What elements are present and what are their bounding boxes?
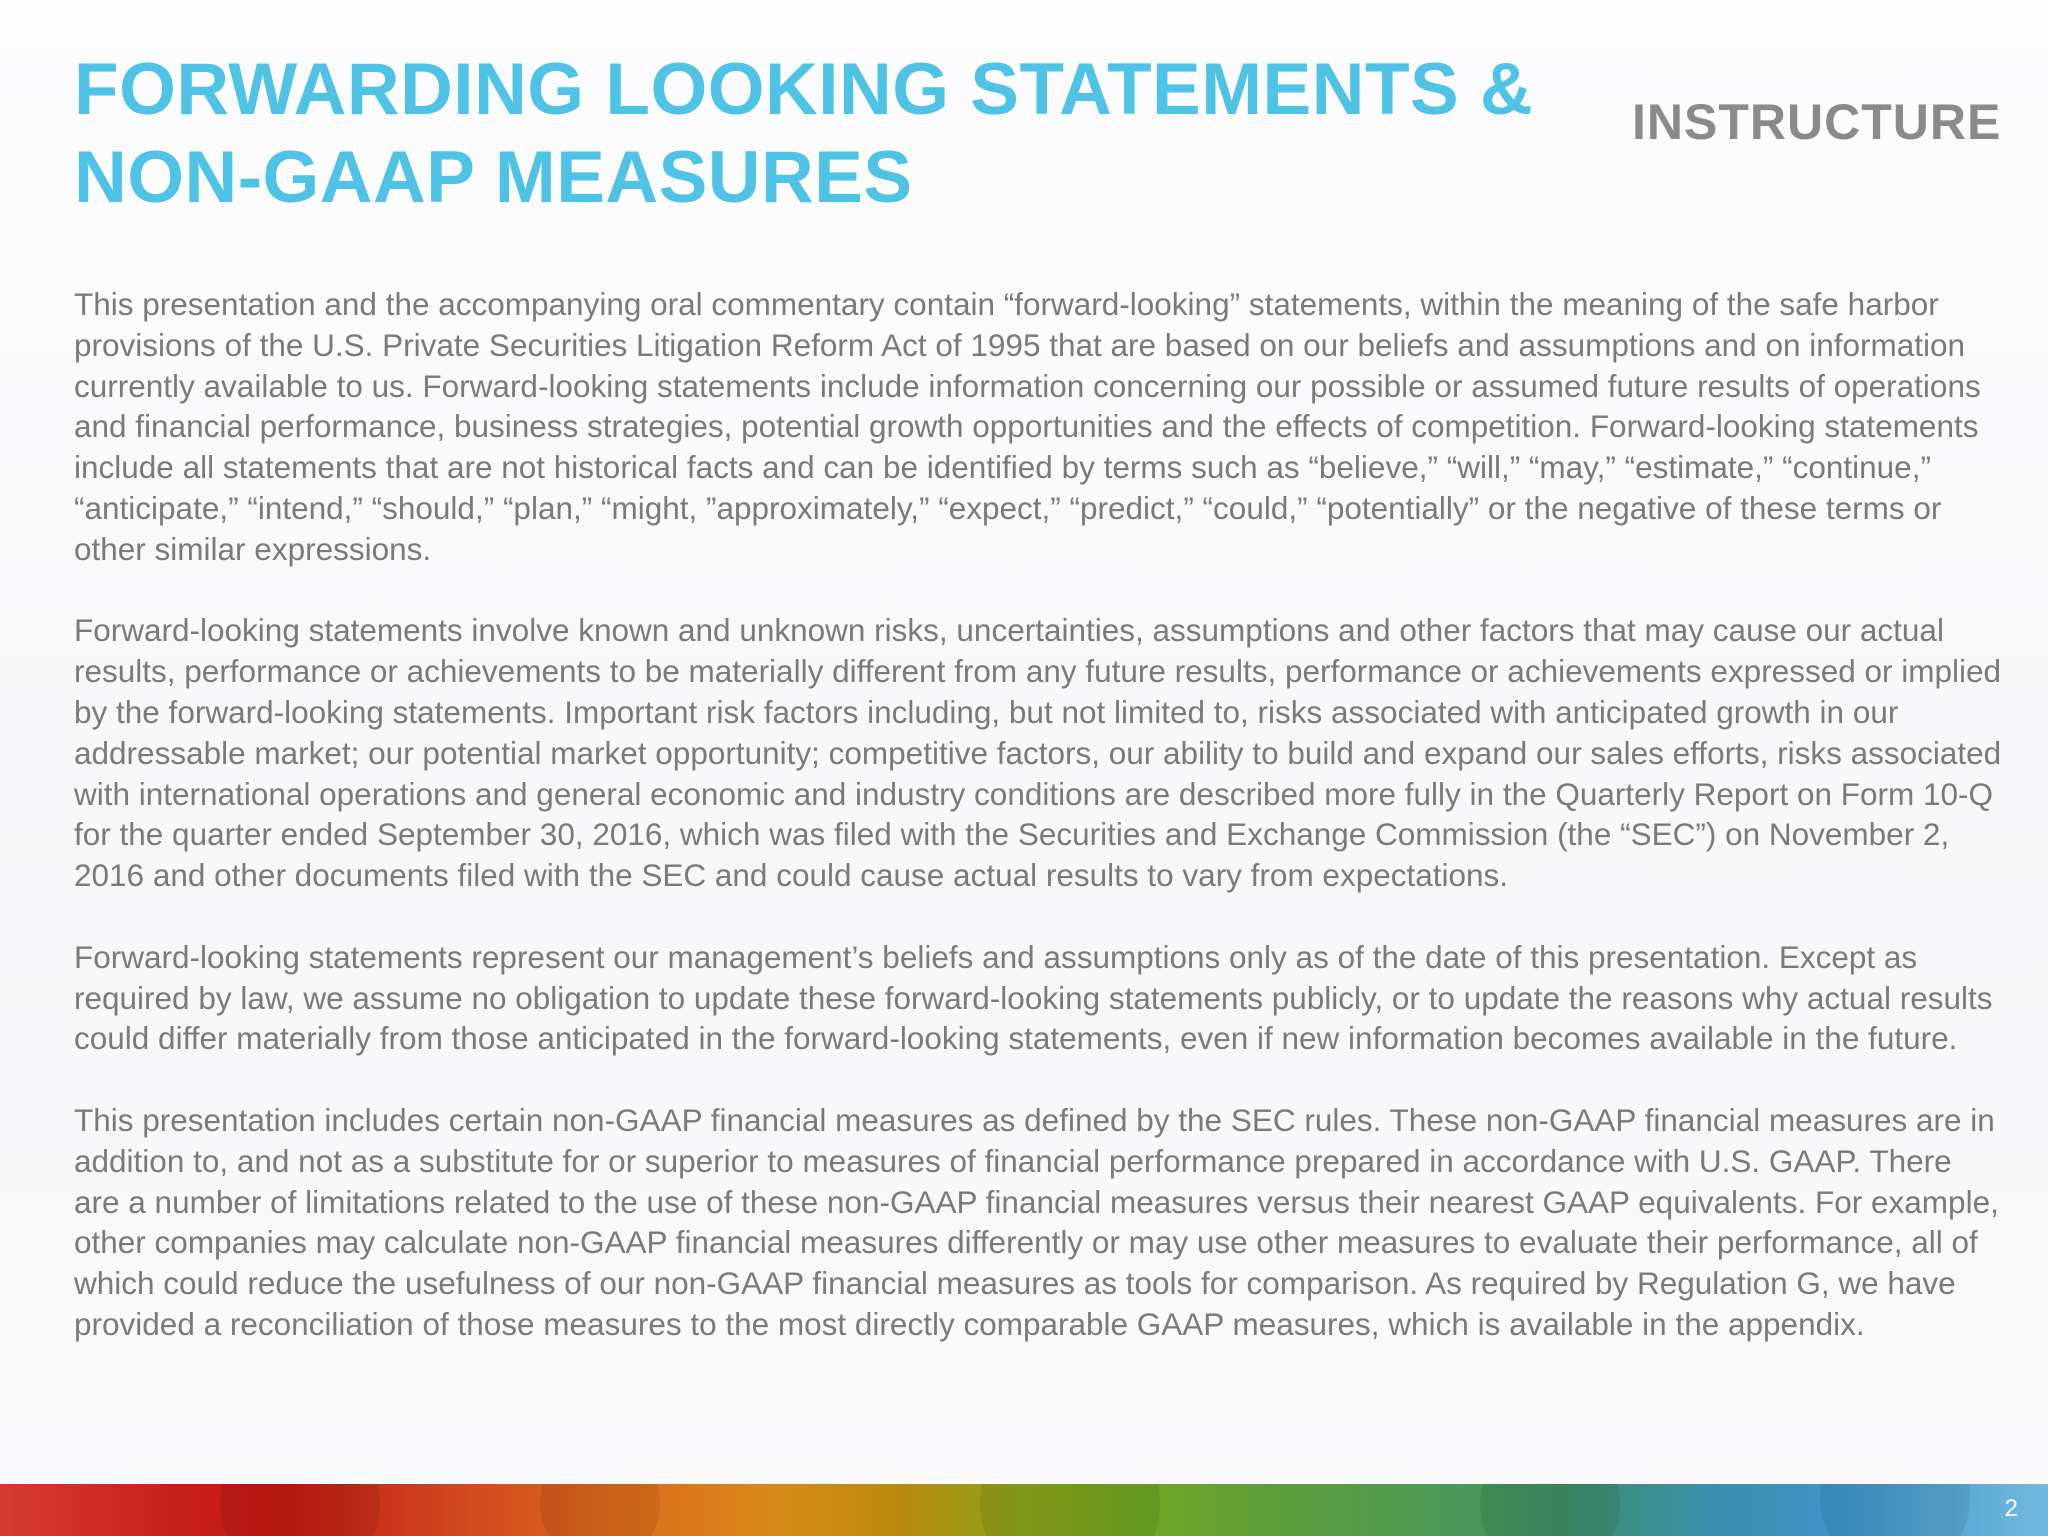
instructure-logo: INSTRUCTURE — [1632, 94, 2002, 150]
slide-title-line-2: NON-GAAP MEASURES — [74, 137, 913, 218]
paragraph-management-beliefs: Forward-looking statements represent our management’s beliefs and assumptions only as of the date of this presentation. Except as required by law, we assume no obligation to update these forward-looking statements publicly, or to update the reasons why actual results could differ materially from those anticipated in the forward-looking statements, even if new information becomes available in the future. — [74, 938, 1993, 1057]
slide-body — [74, 284, 2004, 1345]
paragraph-non-gaap: This presentation includes certain non-GAAP financial measures as defined by the SEC rules. These non-GAAP financial measures are in addition to, and not as a substitute for or superior to measures of financial performance prepared in accordance with U.S. GAAP. There are a number of limitations related to the use of these non-GAAP financial measures versus their nearest GAAP equivalents. For example, other companies may calculate non-GAAP financial measures differently or may use other measures to evaluate their performance, all of which could reduce the usefulness of our non-GAAP financial measures as tools for comparison. As required by Regulation G, we have provided a reconciliation of those measures to the most directly comparable GAAP measures, which is available in the appendix. — [74, 1101, 1999, 1342]
page-number: 2 — [2004, 1495, 2018, 1522]
slide-title-line-1: FORWARDING LOOKING STATEMENTS & — [74, 49, 1534, 130]
slide-title — [74, 46, 1574, 222]
paragraph-risk-factors: Forward-looking statements involve known and unknown risks, uncertainties, assumptions and other factors that may cause our actual results, performance or achievements to be materially different from any future results, performance or achievements expressed or implied by the forward-looking statements. Important risk factors including, but not limited to, risks associated with anticipated growth in our addressable market; our potential market opportunity; competitive factors, our ability to build and expand our sales efforts, risks associated with international operations and general economic and industry conditions are described more fully in the Quarterly Report on Form 10-Q for the quarter ended September 30, 2016, which was filed with the Securities and Exchange Commission (the “SEC”) on November 2, 2016 and other documents filed with the SEC and could cause actual results to vary from expectations. — [74, 612, 2002, 894]
decorative-color-bar — [0, 1484, 2048, 1536]
paragraph-forward-looking-intro: This presentation and the accompanying oral commentary contain “forward-looking” statements, within the meaning of the safe harbor provisions of the U.S. Private Securities Litigation Reform Act of 1995 that are based on our beliefs and assumptions and on information currently available to us. Forward-looking statements include information concerning our possible or assumed future results of operations and financial performance, business strategies, potential growth opportunities and the effects of competition. Forward-looking statements include all statements that are not historical facts and can be identified by terms such as “believe,” “will,” “may,” “estimate,” “continue,” “anticipate,” “intend,” “should,” “plan,” “might, ”approximately,” “expect,” “predict,” “could,” “potentially” or the negative of these terms or other similar expressions. — [74, 286, 1981, 567]
